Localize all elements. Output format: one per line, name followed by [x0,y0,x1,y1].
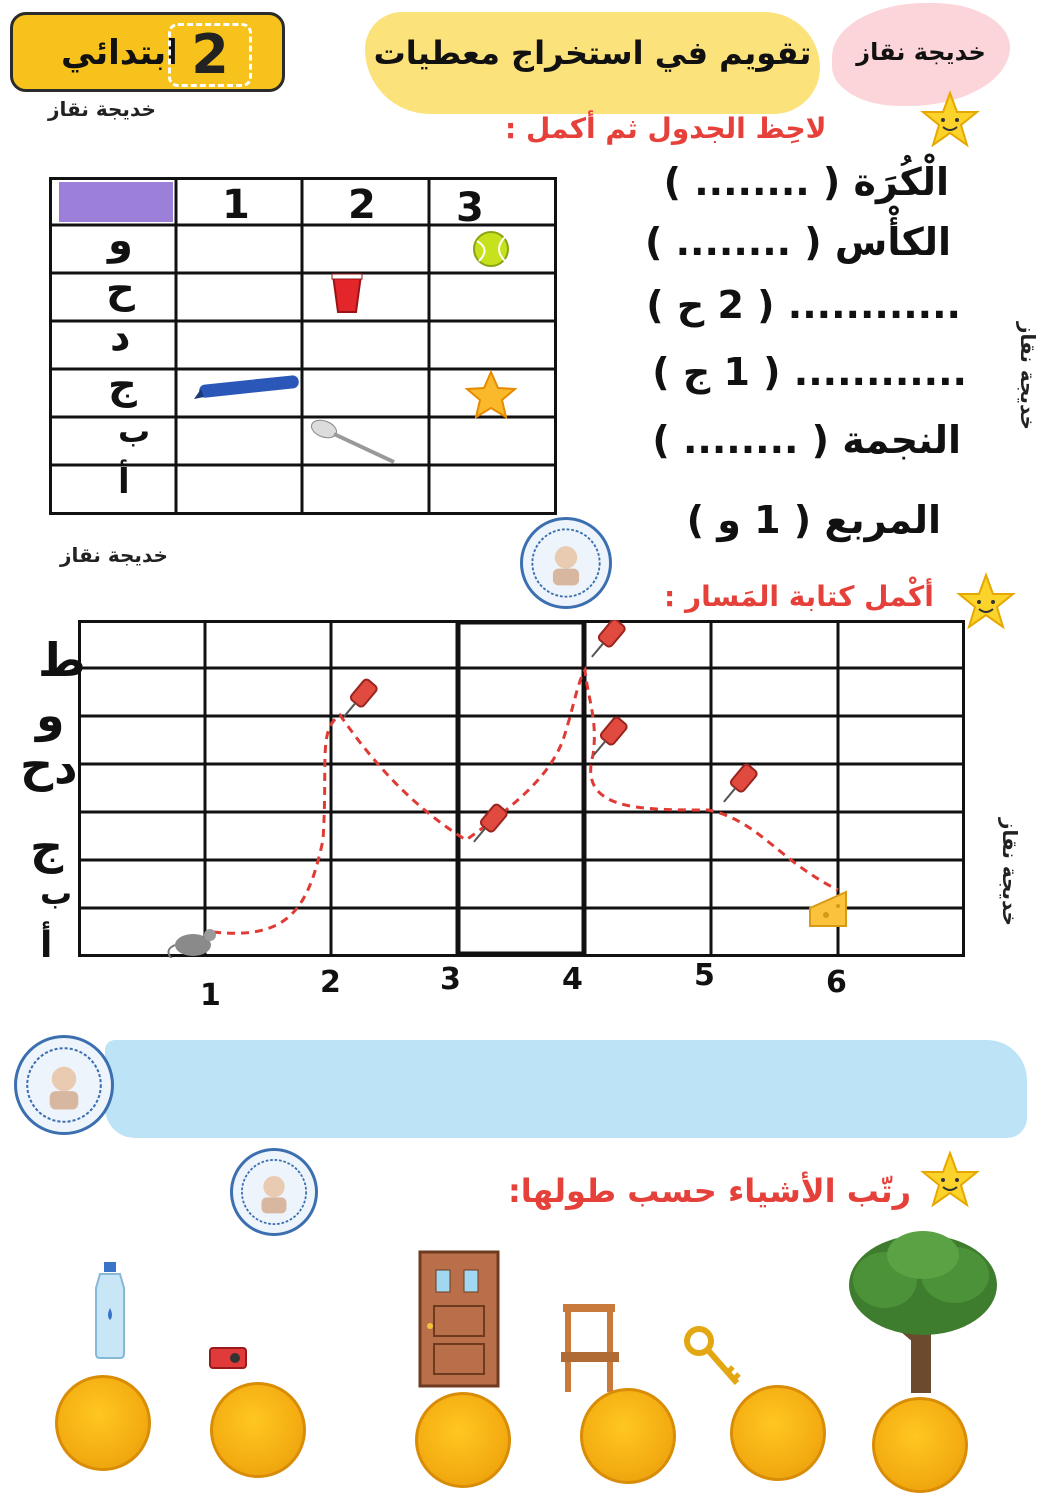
path-grid [78,620,966,958]
row-label-ba: ب [118,412,151,450]
watermark-mid: خديجة نقاز [60,543,168,567]
grid-row-jim: ج [30,820,64,874]
title-banner [365,12,820,114]
ball-icon [474,232,508,266]
question-star[interactable]: النجمة ( ........ ) [652,418,961,462]
instruction-1: لاحِظ الجدول ثم أكمل : [505,112,827,145]
chair-icon [555,1300,625,1395]
route-line [213,670,838,933]
answer-box[interactable] [105,1040,1027,1138]
question-h2[interactable]: ............ ( 2 ح ) [646,283,961,327]
spoon-icon [309,417,394,462]
question-ball[interactable]: الْكُرَة ( ........ ) [663,160,949,204]
grid-row-ba: ب [40,874,73,912]
question-square: المربع ( 1 و ) [686,498,941,542]
grid-col-6: 6 [826,965,847,1000]
star-cell-icon [467,372,515,417]
watermark-top: خديجة نقاز [48,97,156,121]
grid-col-1: 1 [200,978,221,1013]
answer-coin-1[interactable] [55,1375,151,1471]
answer-coin-2[interactable] [210,1382,306,1478]
instruction-2: أكْمل كتابة المَسار : [664,580,934,613]
key-icon [683,1325,745,1391]
sharpener-icon [207,1340,252,1372]
stamp-logo-2 [14,1035,114,1135]
watermark-side-2: خديجة نقاز [998,818,1022,926]
row-label-alif: أ [118,462,130,502]
row-label-dal: د [110,314,131,360]
answer-coin-6[interactable] [872,1397,968,1493]
grid-col-2: 2 [320,965,341,1000]
door-icon [418,1250,500,1388]
grid-col-3: 3 [440,962,461,997]
answer-coin-3[interactable] [415,1392,511,1488]
grid-col-4: 4 [562,962,583,997]
answer-coin-4[interactable] [580,1388,676,1484]
star-icon-3 [920,1150,980,1210]
grade-label: ابتدائي [61,33,178,73]
grade-number: 2 [168,23,252,87]
tree-icon [845,1225,1000,1395]
col-header-2: 2 [348,182,376,228]
watermark-side-1: خديجة نقاز [1016,322,1040,430]
page-title: تقويم في استخراج معطيات [373,34,812,72]
col-header-1: 1 [222,182,250,228]
row-label-ha: ح [106,266,135,312]
instruction-3: رتّب الأشياء حسب طولها: [508,1172,912,1210]
row-label-waw: و [108,218,133,264]
author-name: خديجة نقاز [856,38,986,66]
answer-coin-5[interactable] [730,1385,826,1481]
grid-row-ha: ح [20,738,54,792]
grid-col-5: 5 [694,958,715,993]
stamp-logo-3 [230,1148,318,1236]
question-cup[interactable]: الكأْس ( ........ ) [644,220,951,264]
grade-box [10,12,285,92]
stamp-logo [520,517,612,609]
cheese-icon [810,892,846,926]
water-bottle-icon [90,1260,130,1360]
mouse-icon [168,929,216,958]
grid-row-dal: د [54,740,78,794]
grid-row-alif: أ [40,925,53,966]
cup-icon [332,274,362,312]
question-j1[interactable]: ............ ( 1 ج ) [652,350,967,394]
col-header-3: 3 [456,185,484,231]
grid-row-waw: و [36,688,65,742]
row-label-jim: ج [108,362,137,408]
pen-icon [194,375,299,399]
star-icon [920,90,980,150]
grid-row-ta: ط [38,633,86,687]
